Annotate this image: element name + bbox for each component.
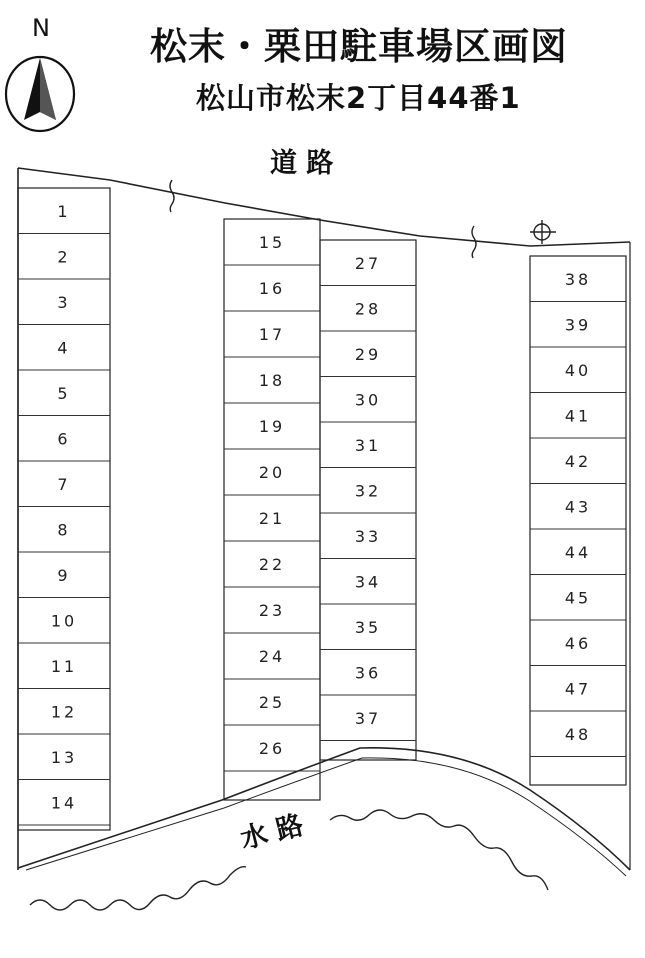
space-number: 6 [57,429,71,449]
parking-space-18 [224,371,320,403]
space-number: 30 [354,390,382,410]
space-number: 37 [354,708,382,728]
road-marker-icon [170,180,476,258]
space-number: 31 [354,435,382,455]
space-number: 25 [258,693,286,712]
north-arrow-icon [6,57,74,131]
parking-space-39 [530,315,626,347]
space-number: 21 [258,509,286,528]
parking-space-19 [224,417,320,449]
parking-space-35 [320,618,416,650]
space-number: 20 [258,463,286,482]
parking-space-23 [224,601,320,633]
north-label: N [32,14,50,42]
waterway-boundary-line-inner [26,758,626,876]
space-number: 46 [564,633,592,653]
space-number: 16 [258,279,286,298]
parking-space-15 [224,233,320,265]
parking-space-38 [530,270,626,302]
parking-space-2 [18,247,110,279]
space-number: 9 [57,565,71,585]
space-number: 10 [50,611,78,631]
space-number: 18 [258,371,286,390]
parking-space-48 [530,725,626,757]
space-number: 34 [354,572,382,592]
space-number: 7 [57,474,71,494]
waterway-wave-icon-2 [330,810,548,890]
space-number: 11 [50,656,78,676]
space-number: 19 [258,417,286,436]
parking-space-47 [530,679,626,711]
parking-space-1 [18,202,110,234]
column-outline [530,256,626,785]
parking-space-34 [320,572,416,604]
parking-space-11 [18,657,110,689]
road-label: 道 路 [270,148,334,179]
space-number: 4 [57,338,71,358]
space-number: 5 [57,383,71,403]
waterway-wave-icon [30,867,246,910]
space-number: 26 [258,739,286,758]
parking-column-d [530,256,626,785]
parking-column-b [224,219,320,800]
space-number: 40 [564,360,592,380]
parking-space-13 [18,748,110,780]
parking-space-21 [224,509,320,541]
parking-space-33 [320,527,416,559]
parking-space-44 [530,543,626,575]
space-number: 43 [564,497,592,517]
space-number: 15 [258,233,286,252]
space-number: 8 [57,520,71,540]
parking-space-5 [18,384,110,416]
parking-space-46 [530,634,626,666]
space-number: 27 [354,253,382,273]
space-number: 29 [354,344,382,364]
space-number: 22 [258,555,286,574]
space-number: 28 [354,299,382,319]
space-number: 45 [564,588,592,608]
parking-space-9 [18,566,110,598]
space-number: 33 [354,526,382,546]
parking-column-a [18,188,110,830]
space-number: 23 [258,601,286,620]
parking-space-26 [224,739,320,771]
parking-space-43 [530,497,626,529]
space-number: 38 [564,269,592,289]
space-number: 17 [258,325,286,344]
parking-space-17 [224,325,320,357]
parking-space-41 [530,406,626,438]
space-number: 24 [258,647,286,666]
parking-space-30 [320,390,416,422]
parking-space-8 [18,520,110,552]
parking-space-36 [320,663,416,695]
space-number: 44 [564,542,592,562]
parking-space-7 [18,475,110,507]
parking-space-6 [18,429,110,461]
space-number: 48 [564,724,592,744]
space-number: 42 [564,451,592,471]
parking-space-31 [320,436,416,468]
parking-space-4 [18,338,110,370]
space-number: 47 [564,679,592,699]
parking-space-10 [18,611,110,643]
parking-space-16 [224,279,320,311]
parking-space-24 [224,647,320,679]
parking-space-42 [530,452,626,484]
space-number: 13 [50,747,78,767]
parking-space-32 [320,481,416,513]
parking-space-40 [530,361,626,393]
parking-space-22 [224,555,320,587]
space-number: 36 [354,663,382,683]
space-number: 35 [354,617,382,637]
parking-space-27 [320,254,416,286]
parking-space-28 [320,299,416,331]
survey-point-icon [530,220,556,244]
parking-space-25 [224,693,320,725]
parking-space-12 [18,702,110,734]
space-number: 1 [57,201,71,221]
parking-columns [18,188,626,830]
parking-space-29 [320,345,416,377]
page-title: 松末・栗田駐車場区画図 [150,25,568,68]
parking-space-45 [530,588,626,620]
waterway-label: 水 路 [237,809,307,856]
parking-column-c [320,240,416,760]
space-number: 2 [57,247,71,267]
page-subtitle: 松山市松末2丁目44番1 [196,81,521,115]
space-number: 32 [354,481,382,501]
parking-space-3 [18,293,110,325]
parking-space-37 [320,709,416,741]
parking-space-14 [18,793,110,825]
space-number: 39 [564,315,592,335]
parking-space-20 [224,463,320,495]
space-number: 41 [564,406,592,426]
space-number: 3 [57,292,71,312]
space-number: 14 [50,793,78,813]
space-number: 12 [50,702,78,722]
